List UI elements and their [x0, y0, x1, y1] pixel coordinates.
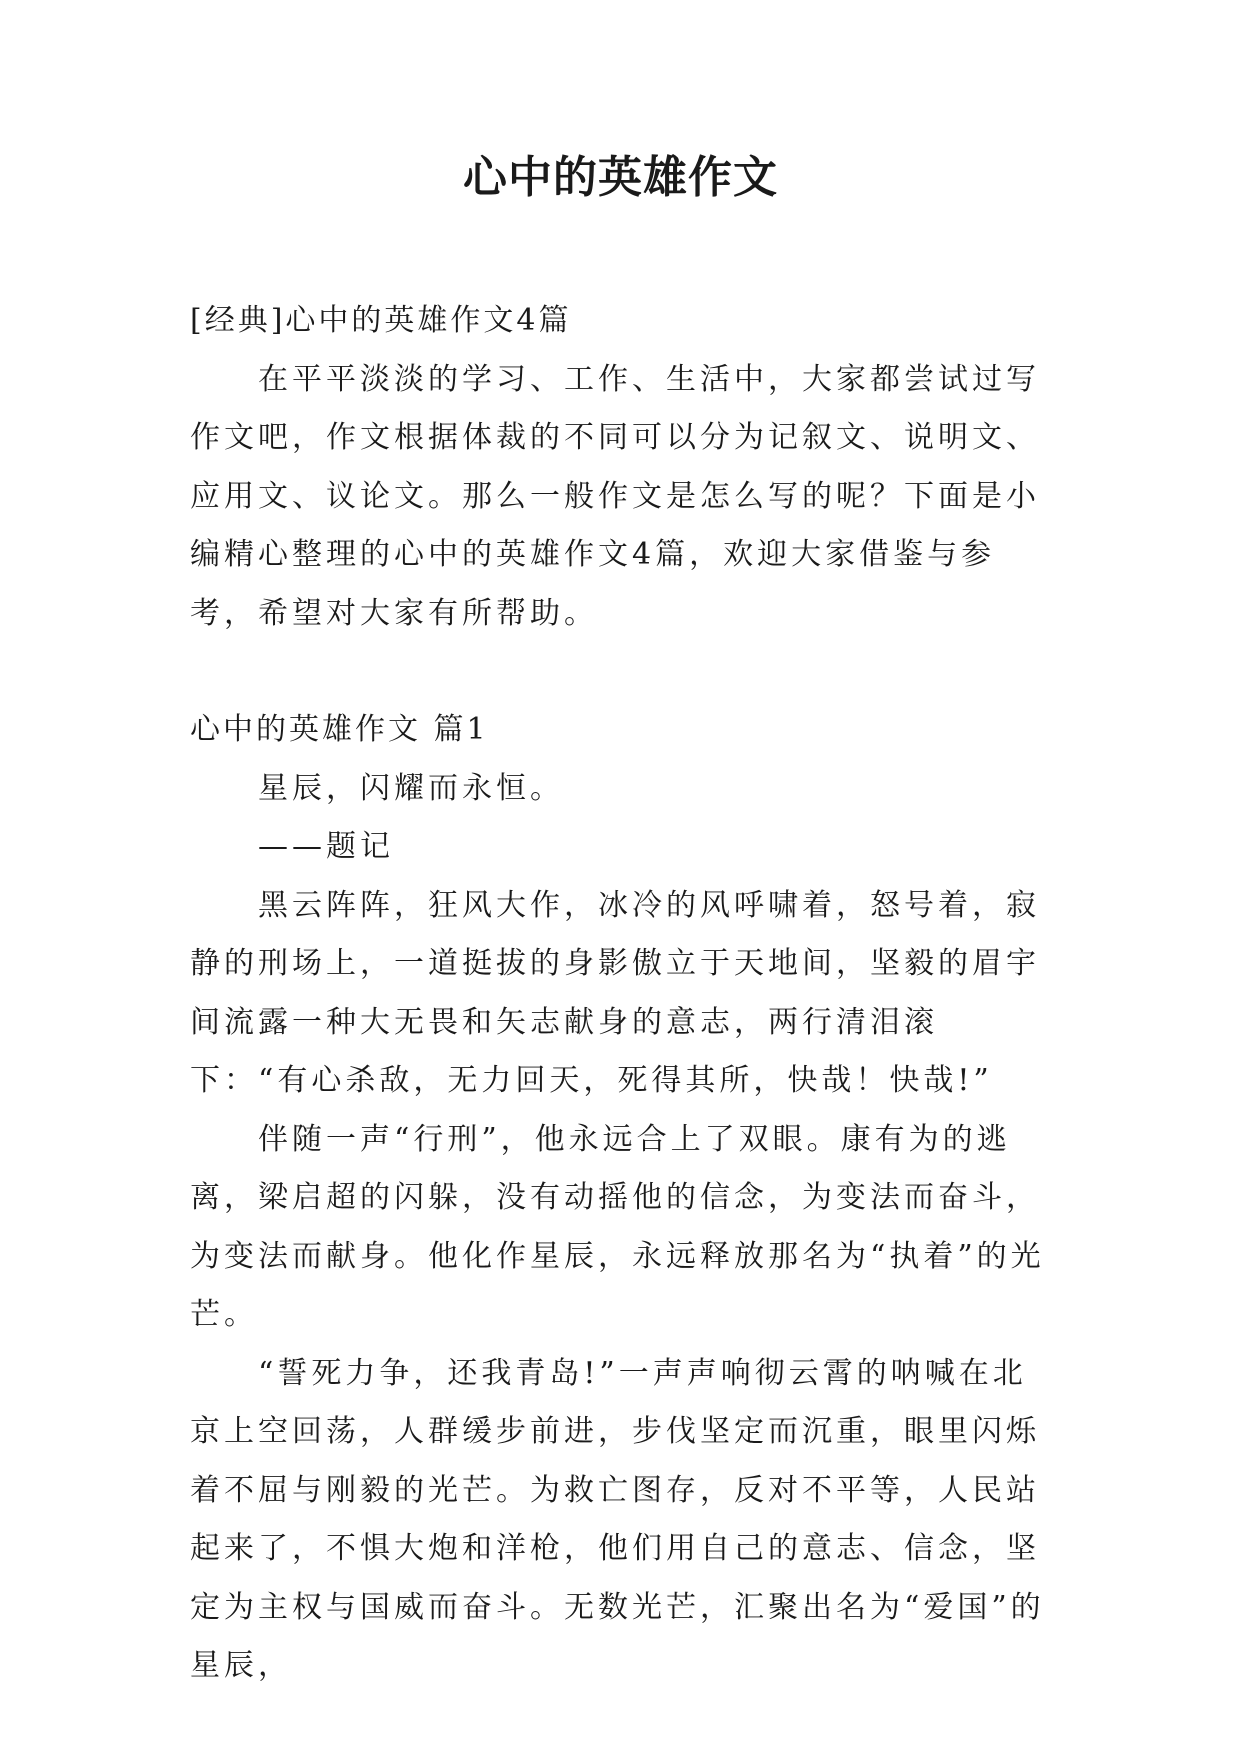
body-paragraph: 伴随一声“行刑”，他永远合上了双眼。康有为的逃离，梁启超的闪躲，没有动摇他的信念，为变法而奋斗，为变法而献身。他化作星辰，永远释放那名为“执着”的光芒。	[190, 1121, 1045, 1332]
paragraph-gap	[190, 643, 1052, 701]
epigraph-line: 星辰，闪耀而永恒。	[258, 770, 564, 806]
body-paragraph: “誓死力争，还我青岛!”一声声响彻云霄的呐喊在北京上空回荡，人群缓步前进，步伐坚定而沉重，眼里闪烁着不屈与刚毅的光芒。为救亡图存，反对不平等，人民站起来了，不惧大炮和洋枪，他们用自己的意志、信念，坚定为主权与国威而奋斗。无数光芒，汇聚出名为“爱国”的星辰，	[190, 1355, 1045, 1683]
body-paragraph: 黑云阵阵，狂风大作，冰冷的风呼啸着，怒号着，寂静的刑场上，一道挺拔的身影傲立于天地间，坚毅的眉宇间流露一种大无畏和矢志献身的意志，两行清泪滚下：“有心杀敌，无力回天，死得其所，快哉！快哉!”	[190, 887, 1040, 1098]
document-subtitle: [经典]心中的英雄作文4篇	[190, 303, 572, 338]
intro-paragraph: 在平平淡淡的学习、工作、生活中，大家都尝试过写作文吧，作文根据体裁的不同可以分为记叙文、说明文、应用文、议论文。那么一般作文是怎么写的呢？下面是小编精心整理的心中的英雄作文4篇，欢迎大家借鉴与参考，希望对大家有所帮助。	[190, 361, 1040, 631]
epigraph-attribution: ——题记	[258, 829, 394, 864]
document-title: 心中的英雄作文	[463, 152, 778, 203]
section-heading: 心中的英雄作文 篇1	[190, 712, 489, 747]
document-body	[190, 292, 1052, 1696]
